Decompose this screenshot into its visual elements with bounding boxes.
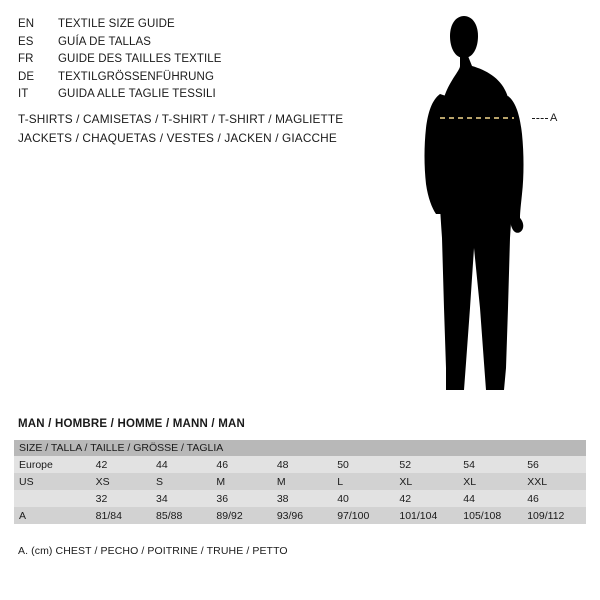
language-text: GUIDE DES TAILLES TEXTILE bbox=[58, 53, 222, 65]
row-value: 36 bbox=[211, 490, 271, 507]
row-value: 54 bbox=[458, 456, 522, 473]
language-text: GUIDA ALLE TAGLIE TESSILI bbox=[58, 88, 216, 100]
row-value: 89/92 bbox=[211, 507, 271, 524]
chest-measure-label: A bbox=[550, 112, 558, 124]
garment-category-block bbox=[18, 110, 418, 148]
language-code: EN bbox=[18, 18, 35, 30]
row-label: Europe bbox=[14, 456, 91, 473]
row-label: US bbox=[14, 473, 91, 490]
language-row bbox=[18, 69, 378, 87]
language-row bbox=[18, 34, 378, 52]
language-code: IT bbox=[18, 88, 29, 100]
row-value: L bbox=[332, 473, 394, 490]
measure-leader-line bbox=[532, 118, 548, 119]
language-text: TEXTILE SIZE GUIDE bbox=[58, 18, 175, 30]
row-value: 46 bbox=[522, 490, 586, 507]
row-value: 38 bbox=[272, 490, 332, 507]
row-value: S bbox=[151, 473, 211, 490]
row-value: 52 bbox=[394, 456, 458, 473]
row-label bbox=[14, 490, 91, 507]
row-value: 44 bbox=[151, 456, 211, 473]
row-value: M bbox=[211, 473, 271, 490]
male-silhouette-icon bbox=[400, 8, 600, 408]
language-text: TEXTILGRÖSSENFÜHRUNG bbox=[58, 70, 214, 83]
row-value: 46 bbox=[211, 456, 271, 473]
row-value: 97/100 bbox=[332, 507, 394, 524]
row-value: 109/112 bbox=[522, 507, 586, 524]
row-value: XXL bbox=[522, 473, 586, 490]
table-row bbox=[14, 490, 586, 507]
row-value: M bbox=[272, 473, 332, 490]
row-value: 56 bbox=[522, 456, 586, 473]
size-header-label: SIZE / TALLA / TAILLE / GRÖSSE / TAGLIA bbox=[14, 440, 586, 456]
row-value: 81/84 bbox=[91, 507, 151, 524]
row-value: 93/96 bbox=[272, 507, 332, 524]
table-footnote: A. (cm) CHEST / PECHO / POITRINE / TRUHE / PETTO bbox=[18, 545, 288, 557]
language-row bbox=[18, 51, 378, 69]
row-value: 50 bbox=[332, 456, 394, 473]
table-section-title: MAN / HOMBRE / HOMME / MANN / MAN bbox=[18, 418, 246, 430]
table-row bbox=[14, 456, 586, 473]
row-value: XL bbox=[394, 473, 458, 490]
table-row bbox=[14, 507, 586, 524]
row-value: 48 bbox=[272, 456, 332, 473]
row-value: XL bbox=[458, 473, 522, 490]
language-guide-block bbox=[18, 16, 378, 104]
language-row bbox=[18, 86, 378, 104]
language-text: GUÍA DE TALLAS bbox=[58, 35, 152, 48]
male-figure-illustration bbox=[400, 8, 600, 408]
row-value: XS bbox=[91, 473, 151, 490]
row-value: 101/104 bbox=[394, 507, 458, 524]
language-code: DE bbox=[18, 70, 35, 83]
table-row bbox=[14, 473, 586, 490]
row-value: 44 bbox=[458, 490, 522, 507]
size-table bbox=[14, 440, 586, 524]
garment-line-tshirts: T-SHIRTS / CAMISETAS / T-SHIRT / T-SHIRT / MAGLIETTE bbox=[18, 112, 344, 126]
language-code: ES bbox=[18, 35, 34, 48]
table-header-row bbox=[14, 440, 586, 456]
language-row bbox=[18, 16, 378, 34]
row-value: 32 bbox=[91, 490, 151, 507]
row-value: 42 bbox=[91, 456, 151, 473]
row-label: A bbox=[14, 507, 91, 524]
row-value: 85/88 bbox=[151, 507, 211, 524]
row-value: 105/108 bbox=[458, 507, 522, 524]
garment-line-jackets: JACKETS / CHAQUETAS / VESTES / JACKEN / GIACCHE bbox=[18, 131, 337, 145]
row-value: 42 bbox=[394, 490, 458, 507]
row-value: 40 bbox=[332, 490, 394, 507]
row-value: 34 bbox=[151, 490, 211, 507]
language-code: FR bbox=[18, 53, 34, 65]
